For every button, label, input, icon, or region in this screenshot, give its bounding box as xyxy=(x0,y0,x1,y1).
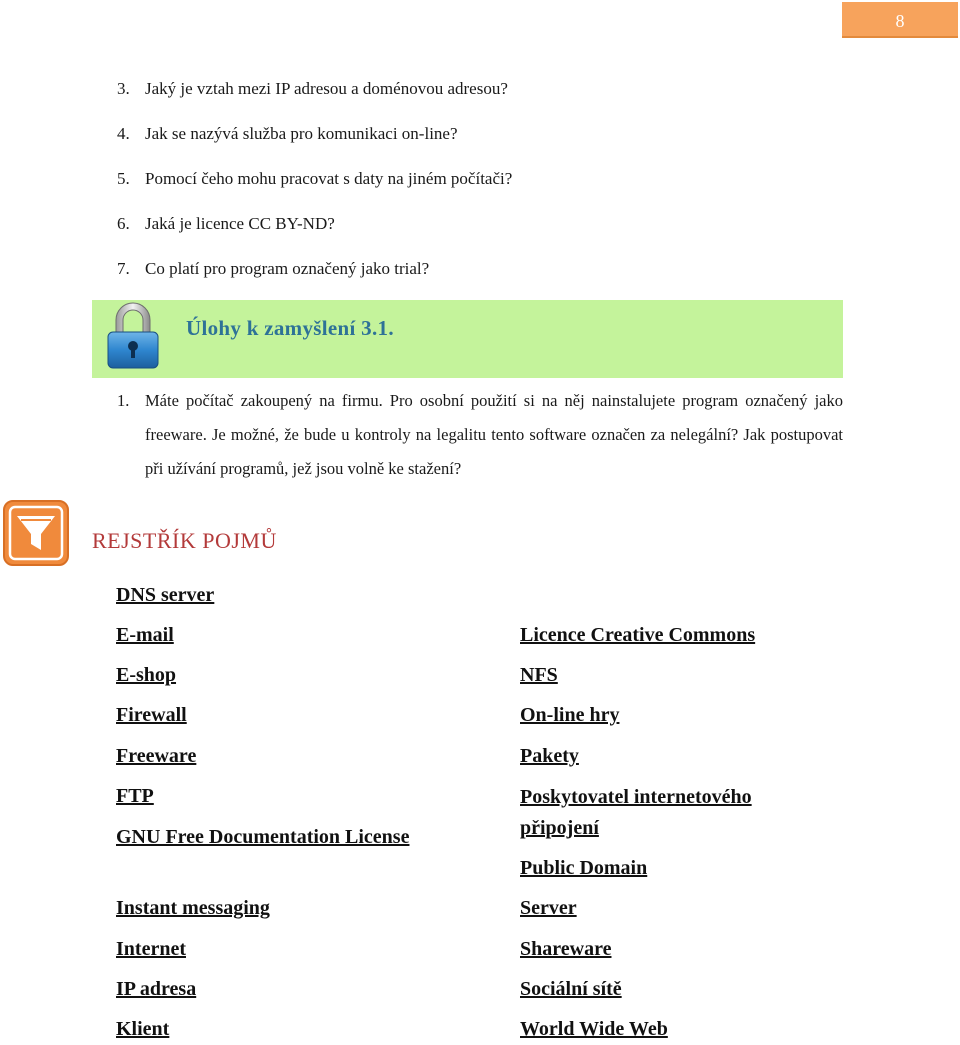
task-item-text: Máte počítač zakoupený na firmu. Pro osobní použití si na něj nainstalujete program označený jako freeware. Je možné, že bude u kontroly na legalitu tento software označen za nelegální? Jak postupovat při užívání programů, jež jsou volně ke stažení? xyxy=(145,391,843,478)
task-item xyxy=(117,384,843,486)
index-term: Klient xyxy=(116,1018,170,1040)
index-term: NFS xyxy=(520,664,558,686)
question-number: 7. xyxy=(117,259,130,278)
index-term: Shareware xyxy=(520,938,612,960)
index-term: FTP xyxy=(116,785,154,807)
index-term: IP adresa xyxy=(116,978,197,1000)
index-term: Public Domain xyxy=(520,857,648,879)
index-term: Server xyxy=(520,897,577,919)
index-term: Internet xyxy=(116,938,186,960)
index-title: REJSTŘÍK POJMŮ xyxy=(92,528,277,553)
index-term: World Wide Web xyxy=(520,1018,668,1040)
question-item xyxy=(117,119,458,149)
question-text: Jak se nazývá služba pro komunikaci on-line? xyxy=(145,124,458,143)
question-item xyxy=(117,209,335,239)
index-term: Licence Creative Commons xyxy=(520,624,756,646)
question-number: 5. xyxy=(117,169,130,188)
index-term: Freeware xyxy=(116,745,197,767)
index-term: E-shop xyxy=(116,664,177,686)
question-text: Pomocí čeho mohu pracovat s daty na jiném počítači? xyxy=(145,169,513,188)
index-term: On-line hry xyxy=(520,704,620,726)
question-number: 3. xyxy=(117,79,130,98)
question-item xyxy=(117,164,512,194)
question-text: Co platí pro program označený jako trial? xyxy=(145,259,430,278)
question-text: Jaký je vztah mezi IP adresou a doménovou adresou? xyxy=(145,79,508,98)
index-term: DNS server xyxy=(116,584,215,606)
page-number: 8 xyxy=(842,2,958,38)
filter-icon xyxy=(3,500,69,566)
index-term: Sociální sítě xyxy=(520,978,622,1000)
task-item-number: 1. xyxy=(117,391,130,410)
index-term: GNU Free Documentation License xyxy=(116,826,410,848)
question-text: Jaká je licence CC BY-ND? xyxy=(145,214,335,233)
index-term: Poskytovatel internetového připojení xyxy=(520,786,752,839)
index-term: Instant messaging xyxy=(116,897,270,919)
index-term: E-mail xyxy=(116,624,174,646)
lock-icon xyxy=(104,300,162,370)
question-item xyxy=(117,254,429,284)
question-item xyxy=(117,74,508,104)
question-number: 4. xyxy=(117,124,130,143)
task-title: Úlohy k zamyšlení 3.1. xyxy=(186,316,394,340)
question-number: 6. xyxy=(117,214,130,233)
index-term: Firewall xyxy=(116,704,187,726)
index-term: Pakety xyxy=(520,745,579,767)
